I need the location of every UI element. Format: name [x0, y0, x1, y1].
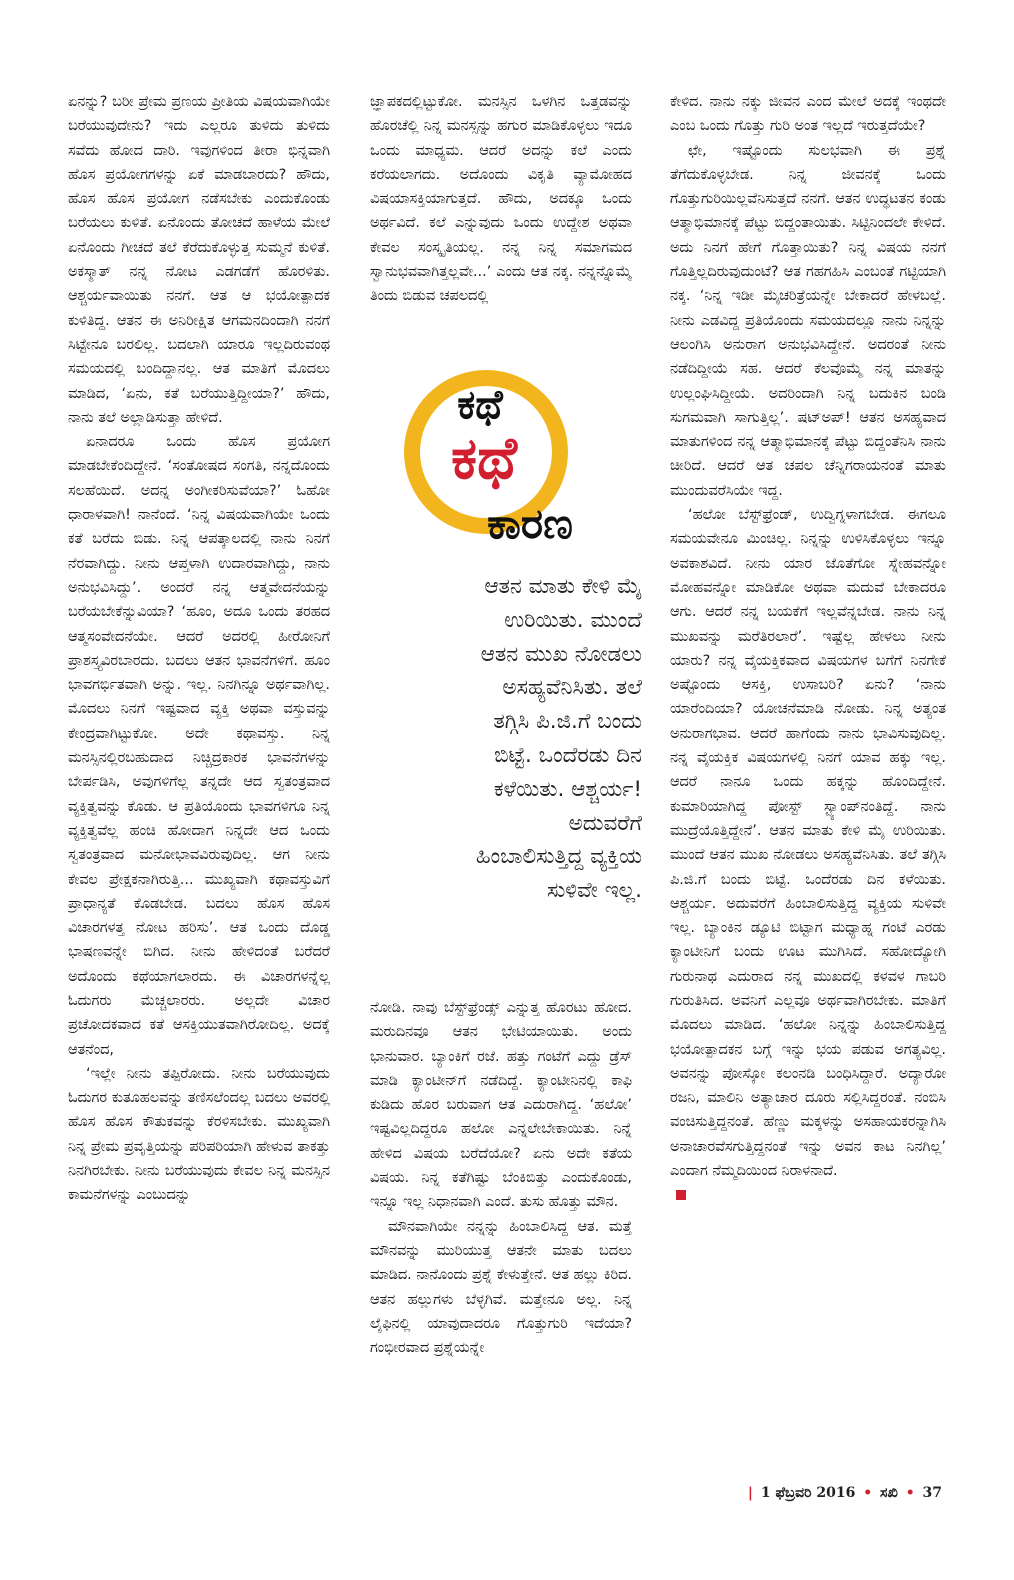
- pull-quote: [380, 570, 642, 908]
- article-column-2-bottom: [370, 996, 632, 1462]
- pull-quote-line: ಹಿಂಬಾಲಿಸುತ್ತಿದ್ದ ವ್ಯಕ್ತಿಯ: [475, 844, 642, 870]
- paragraph: ಮೌನವಾಗಿಯೇ ನನ್ನನ್ನು ಹಿಂಬಾಲಿಸಿದ್ದ ಆತ. ಮತ್ತೆ ಮೌನವನ್ನು ಮುರಿಯುತ್ತ ಆತನೇ ಮಾತು ಬದಲು ಮಾಡಿದ. ನಾನೊಂದು ಪ್ರಶ್ನೆ ಕೇಳುತ್ತೇನೆ. ಆತ ಹಲ್ಲು ಕಿರಿದ. ಆತನ ಹಲ್ಲುಗಳು ಬೆಳ್ಳಗಿವೆ. ಮತ್ತೇನೂ ಅಲ್ಲ. ನಿನ್ನ ಲೈಫಿನಲ್ಲಿ ಯಾವುದಾದರೂ ಗೊತ್ತುಗುರಿ ಇದೆಯಾ? ಗಂಭೀರವಾದ ಪ್ರಶ್ನೆಯನ್ನೇ: [370, 1218, 632, 1357]
- paragraph: ‘ಇಲ್ಲೇ ನೀನು ತಪ್ಪಿರೋದು. ನೀನು ಬರೆಯುವುದು ಓದುಗರ ಕುತೂಹಲವನ್ನು ತಣಿಸಲೆಂದಲ್ಲ ಬದಲು ಅವರಲ್ಲಿ ಹೊಸ ಹೊಸ ಕೌತುಕವನ್ನು ಕೆರಳಿಸಬೇಕು. ಮುಖ್ಯವಾಗಿ ನಿನ್ನ ಪ್ರೇಮ ಪ್ರವೃತ್ತಿಯನ್ನು ಪರಿಪರಿಯಾಗಿ ಹೇಳುವ ತಾಕತ್ತು ನಿನಗಿರಬೇಕು. ನೀನು ಬರೆಯುವುದು ಕೇವಲ ನಿನ್ನ ಮನಸ್ಸಿನ ಕಾಮನೆಗಳನ್ನು ಎಂಬುದನ್ನು: [68, 1065, 330, 1204]
- paragraph: ನೋಡಿ. ನಾವು ಬೆಸ್ಟ್‌ಫ್ರೆಂಡ್ಸ್ ಎನ್ನುತ್ತ ಹೊರಟು ಹೋದ. ಮರುದಿನವೂ ಆತನ ಭೇಟಿಯಾಯಿತು. ಅಂದು ಭಾನುವಾರ. ಬ್ಯಾಂಕಿಗೆ ರಜೆ. ಹತ್ತು ಗಂಟೆಗೆ ಎದ್ದು ಡ್ರೆಸ್ ಮಾಡಿ ಕ್ಯಾಂಟೀನ್‌ಗೆ ನಡೆದಿದ್ದೆ. ಕ್ಯಾಂಟೀನಿನಲ್ಲಿ ಕಾಫಿ ಕುಡಿದು ಹೊರ ಬರುವಾಗ ಆತ ಎದುರಾಗಿದ್ದ. ‘ಹಲೋ’ ಇಷ್ಟವಿಲ್ಲದಿದ್ದರೂ ಹಲೋ ಎನ್ನಲೇಬೇಕಾಯಿತು. ನಿನ್ನೆ ಹೇಳಿದ ವಿಷಯ ಬರೆದೆಯೋ? ಏನು ಅದೇ ಕತೆಯ ವಿಷಯ. ನಿನ್ನ ಕತೆಗಿಷ್ಟು ಬೆಂಕಿಬಿತ್ತು ಎಂದುಕೊಂಡು, ಇನ್ನೂ ಇಲ್ಲ ನಿಧಾನವಾಗಿ ಎಂದೆ. ತುಸು ಹೊತ್ತು ಮೌನ.: [370, 1000, 632, 1211]
- story-title-logo: [400, 360, 615, 560]
- page-number: 37: [922, 1485, 942, 1501]
- pull-quote-line: ಉರಿಯಿತು. ಮುಂದೆ: [504, 607, 642, 633]
- issue-date: 1 ಫೆಬ್ರವರಿ 2016: [760, 1485, 856, 1501]
- pull-quote-line: ಬಿಟ್ಟೆ. ಒಂದೆರಡು ದಿನ: [494, 742, 642, 768]
- logo-title-line-3: ಕಾರಣ: [487, 499, 573, 548]
- footer-separator: •: [905, 1485, 915, 1501]
- end-of-story-mark: [676, 1190, 686, 1200]
- article-column-3: [670, 90, 946, 1460]
- paragraph: ಜ್ಞಾಪಕದಲ್ಲಿಟ್ಟುಕೋ. ಮನಸ್ಸಿನ ಒಳಗಿನ ಒತ್ತಡವನ್ನು ಹೊರಚೆಲ್ಲಿ ನಿನ್ನ ಮನಸ್ಸನ್ನು ಹಗುರ ಮಾಡಿಕೊಳ್ಳಲು ಇದೂ ಒಂದು ಮಾಧ್ಯಮ. ಆದರೆ ಅದನ್ನು ಕಲೆ ಎಂದು ಕರೆಯಲಾಗದು. ಅದೊಂದು ವಿಕೃತಿ ವ್ಯಾಮೋಹದ ವಿಷಯಾಸಕ್ತಿಯಾಗುತ್ತದೆ. ಹೌದು, ಅದಕ್ಕೂ ಒಂದು ಅರ್ಥವಿದೆ. ಕಲೆ ಎನ್ನುವುದು ಒಂದು ಉದ್ದೇಶ ಅಥವಾ ಕೇವಲ ಸಂಸ್ಕೃತಿಯಲ್ಲ. ನನ್ನ ನಿನ್ನ ಸಮಾಗಮದ ಸ್ವಾನುಭವವಾಗಿತ್ತಲ್ಲವೇ...’ ಎಂದು ಆತ ನಕ್ಕ. ನನ್ನನ್ನೊಮ್ಮೆ ತಿಂದು ಬಿಡುವ ಚಪಲದಲ್ಲಿ: [370, 94, 632, 305]
- paragraph: ಕೇಳಿದ. ನಾನು ನಕ್ಕು ಜೀವನ ಎಂದ ಮೇಲೆ ಅದಕ್ಕೆ ಇಂಥದೇ ಎಂಬ ಒಂದು ಗೊತ್ತು ಗುರಿ ಅಂತ ಇಲ್ಲದೆ ಇರುತ್ತದೆಯೇ?: [670, 94, 946, 135]
- paragraph: ಛೇ, ಇಷ್ಟೊಂದು ಸುಲಭವಾಗಿ ಈ ಪ್ರಶ್ನೆ ತೆಗೆದುಕೊಳ್ಳಬೇಡ. ನಿನ್ನ ಜೀವನಕ್ಕೆ ಒಂದು ಗೊತ್ತುಗುರಿಯಿಲ್ಲವೆನಿಸುತ್ತದೆ ನನಗೆ. ಆತನ ಉದ್ಧಟತನ ಕಂಡು ಆತ್ಮಾಭಿಮಾನಕ್ಕೆ ಪೆಟ್ಟು ಬಿದ್ದಂತಾಯಿತು. ಸಿಟ್ಟಿನಿಂದಲೇ ಕೇಳಿದೆ. ಅದು ನಿನಗೆ ಹೇಗೆ ಗೊತ್ತಾಯಿತು? ನಿನ್ನ ವಿಷಯ ನನಗೆ ಗೊತ್ತಿಲ್ಲದಿರುವುದುಂಟೆ? ಆತ ಗಹಗಹಿಸಿ ಎಂಬಂತೆ ಗಟ್ಟಿಯಾಗಿ ನಕ್ಕ. ‘ನಿನ್ನ ಇಡೀ ಮೈಚರಿತ್ರೆಯನ್ನೇ ಬೇಕಾದರೆ ಹೇಳಬಲ್ಲೆ. ನೀನು ಎಡವಿದ್ದ ಪ್ರತಿಯೊಂದು ಸಮಯದಲ್ಲೂ ನಾನು ನಿನ್ನನ್ನು ಆಲಂಗಿಸಿ ಅನುರಾಗ ಅನುಭವಿಸಿದ್ದೇನೆ. ಅದರಂತೆ ನೀನು ನಡೆದಿದ್ದೀಯೆ ಸಹ. ಆದರೆ ಕೆಲವೊಮ್ಮೆ ನನ್ನ ಮಾತನ್ನು ಉಲ್ಲಂಘಿಸಿದ್ದೀಯೆ. ಅದರಿಂದಾಗಿ ನಿನ್ನ ಬದುಕಿನ ಬಂಡಿ ಸುಗಮವಾಗಿ ಸಾಗುತ್ತಿಲ್ಲ’. ಷಟ್‌ಅಪ್! ಆತನ ಅಸಹ್ಯವಾದ ಮಾತುಗಳಿಂದ ನನ್ನ ಆತ್ಮಾಭಿಮಾನಕ್ಕೆ ಪೆಟ್ಟು ಬಿದ್ದಂತೆನಿಸಿ ನಾನು ಚೀರಿದೆ. ಆದರೆ ಆತ ಚಪಲ ಚೆನ್ನಿಗರಾಯನಂತೆ ಮಾತು ಮುಂದುವರೆಸಿಯೇ ಇದ್ದ.: [670, 142, 946, 499]
- footer-separator: |: [747, 1485, 753, 1501]
- paragraph: ಏನನ್ನು? ಬರೀ ಪ್ರೇಮ ಪ್ರಣಯ ಪ್ರೀತಿಯ ವಿಷಯವಾಗಿಯೇ ಬರೆಯುವುದೇನು? ಇದು ಎಲ್ಲರೂ ತುಳಿದು ತುಳಿದು ಸವೆದು ಹೋದ ದಾರಿ. ಇವುಗಳಿಂದ ತೀರಾ ಭಿನ್ನವಾಗಿ ಹೊಸ ಪ್ರಯೋಗಗಳನ್ನು ಏಕೆ ಮಾಡಬಾರದು? ಹೌದು, ಹೊಸ ಹೊಸ ಪ್ರಯೋಗ ನಡೆಸಬೇಕು ಎಂದುಕೊಂಡು ಬರೆಯಲು ಕುಳಿತೆ. ಏನೊಂದು ತೋಚದೆ ಹಾಳೆಯ ಮೇಲೆ ಏನೊಂದು ಗೀಚದೆ ತಲೆ ಕೆರೆದುಕೊಳ್ಳುತ್ತ ಸುಮ್ಮನೆ ಕುಳಿತೆ. ಅಕಸ್ಮಾತ್ ನನ್ನ ನೋಟ ಎಡಗಡೆಗೆ ಹೊರಳಿತು. ಆಶ್ಚರ್ಯವಾಯಿತು ನನಗೆ. ಆತ ಆ ಭಯೋತ್ಪಾದಕ ಕುಳಿತಿದ್ದ. ಆತನ ಈ ಅನಿರೀಕ್ಷಿತ ಆಗಮನದಿಂದಾಗಿ ನನಗೆ ಸಿಟ್ಟೇನೂ ಬರಲಿಲ್ಲ. ಬದಲಾಗಿ ಯಾರೂ ಇಲ್ಲದಿರುವಂಥ ಸಮಯದಲ್ಲಿ ಬಂದಿದ್ದಾನಲ್ಲ. ಆತ ಮಾತಿಗೆ ಮೊದಲು ಮಾಡಿದ, ‘ಏನು, ಕತೆ ಬರೆಯುತ್ತಿದ್ದೀಯಾ?’ ಹೌದು, ನಾನು ತಲೆ ಅಲ್ಲಾಡಿಸುತ್ತಾ ಹೇಳಿದೆ.: [68, 94, 330, 426]
- logo-title-line-1: ಕಥೆ: [457, 382, 503, 428]
- logo-title-line-2: ಕಥೆ: [451, 424, 517, 492]
- pull-quote-line: ಕಳೆಯಿತು. ಆಶ್ಚರ್ಯ!: [493, 776, 642, 802]
- pull-quote-line: ಆತನ ಮುಖ ನೋಡಲು: [480, 641, 642, 667]
- pull-quote-line: ಸುಳಿವೇ ಇಲ್ಲ.: [547, 878, 642, 904]
- paragraph: ‘ಹಲೋ ಬೆಸ್ಟ್‌ಫ್ರೆಂಡ್, ಉದ್ವಿಗ್ನಳಾಗಬೇಡ. ಈಗಲೂ ಸಮಯವೇನೂ ಮಿಂಚಿಲ್ಲ. ನಿನ್ನನ್ನು ಉಳಿಸಿಕೊಳ್ಳಲು ಇನ್ನೂ ಅವಕಾಶವಿದೆ. ನೀನು ಯಾರ ಜೊತೆಗೋ ಸ್ನೇಹವನ್ನೋ ಮೋಹವನ್ನೋ ಮಾಡಿಕೋ ಅಥವಾ ಮದುವೆ ಬೇಕಾದರೂ ಆಗು. ಆದರೆ ನನ್ನ ಬಯಕೆಗೆ ಇಲ್ಲವೆನ್ನಬೇಡ. ನಾನು ನಿನ್ನ ಮುಖವನ್ನು ಮರೆತಿರಲಾರೆ’. ಇಷ್ಟೆಲ್ಲ ಹೇಳಲು ನೀನು ಯಾರು? ನನ್ನ ವೈಯಕ್ತಿಕವಾದ ವಿಷಯಗಳ ಬಗೆಗೆ ನಿನಗೇಕೆ ಅಷ್ಟೊಂದು ಆಸಕ್ತಿ, ಉಸಾಬರಿ? ಏನು? ‘ನಾನು ಯಾರೆಂದಿಯಾ? ಯೋಚನೆಮಾಡಿ ನೋಡು. ನಿನ್ನ ಅತ್ಯಂತ ಅನುರಾಗಭಾವ. ಆದರೆ ಹಾಗೆಂದು ನಾನು ಭಾವಿಸುವುದಿಲ್ಲ. ನನ್ನ ವೈಯಕ್ತಿಕ ವಿಷಯಗಳಲ್ಲಿ ನಿನಗೆ ಯಾವ ಹಕ್ಕು ಇಲ್ಲ. ಆದರೆ ನಾನೂ ಒಂದು ಹಕ್ಕನ್ನು ಹೊಂದಿದ್ದೇನೆ. ಕುಮಾರಿಯಾಗಿದ್ದ ಪೋಸ್ಟ್ ಸ್ಟ್ಯಾಂಪ್‌ನಂತಿದ್ದೆ. ನಾನು ಮುದ್ರೆಯೊತ್ತಿದ್ದೇನೆ’. ಆತನ ಮಾತು ಕೇಳಿ ಮೈ ಉರಿಯಿತು. ಮುಂದೆ ಆತನ ಮುಖ ನೋಡಲು ಅಸಹ್ಯವೆನಿಸಿತು. ತಲೆ ತಗ್ಗಿಸಿ ಪಿ.ಜಿ.ಗೆ ಬಂದು ಬಿಟ್ಟೆ. ಒಂದೆರಡು ದಿನ ಕಳೆಯಿತು. ಆಶ್ಚರ್ಯ. ಅದುವರೆಗೆ ಹಿಂಬಾಲಿಸುತ್ತಿದ್ದ ವ್ಯಕ್ತಿಯ ಸುಳಿವೇ ಇಲ್ಲ. ಬ್ಯಾಂಕಿನ ಡ್ಯೂಟಿ ಬಿಟ್ಟಾಗ ಮಧ್ಯಾಹ್ನ ಗಂಟೆ ಎರಡು ಕ್ಯಾಂಟೀನಿಗೆ ಬಂದು ಊಟ ಮುಗಿಸಿದೆ. ಸಹೋದ್ಯೋಗಿ ಗುರುನಾಥ ಎದುರಾದ ನನ್ನ ಮುಖದಲ್ಲಿ ಕಳವಳ ಗಾಬರಿ ಗುರುತಿಸಿದ. ಅವನಿಗೆ ಎಲ್ಲವೂ ಅರ್ಥವಾಗಿರಬೇಕು. ಮಾತಿಗೆ ಮೊದಲು ಮಾಡಿದ. ‘ಹಲೋ ನಿನ್ನನ್ನು ಹಿಂಬಾಲಿಸುತ್ತಿದ್ದ ಭಯೋತ್ಪಾದಕನ ಬಗ್ಗೆ ಇನ್ನು ಭಯ ಪಡುವ ಅಗತ್ಯವಿಲ್ಲ. ಅವನನ್ನು ಪೋಸ್ಕೋ ಕಲಂನಡಿ ಬಂಧಿಸಿದ್ದಾರೆ. ಅದ್ಯಾರೋ ರಜನಿ, ಮಾಲಿನಿ ಅತ್ಯಾಚಾರ ದೂರು ಸಲ್ಲಿಸಿದ್ದರಂತೆ. ನಂಬಿಸಿ ವಂಚಿಸುತ್ತಿದ್ದನಂತೆ. ಹೆಣ್ಣು ಮಕ್ಕಳನ್ನು ಅಸಹಾಯಕರನ್ನಾಗಿಸಿ ಅನಾಚಾರವೆಸಗುತ್ತಿದ್ದನಂತೆ ಇನ್ನು ಅವನ ಕಾಟ ನಿನಗಿಲ್ಲ’ ಎಂದಾಗ ನೆಮ್ಮದಿಯಿಂದ ನಿರಾಳನಾದೆ.: [670, 507, 946, 1180]
- article-column-1: [68, 90, 330, 1460]
- logo-graphic: [400, 360, 615, 560]
- article-column-2-top: [370, 90, 632, 358]
- page-footer: [745, 1485, 942, 1501]
- paragraph: [670, 1183, 946, 1207]
- footer-separator: •: [863, 1485, 873, 1501]
- pull-quote-line: ಅದುವರೆಗೆ: [568, 810, 642, 836]
- magazine-name: ಸಖಿ: [880, 1485, 898, 1501]
- pull-quote-line: ತಗ್ಗಿಸಿ ಪಿ.ಜಿ.ಗೆ ಬಂದು: [493, 709, 642, 735]
- paragraph: ಏನಾದರೂ ಒಂದು ಹೊಸ ಪ್ರಯೋಗ ಮಾಡಬೇಕೆಂದಿದ್ದೇನೆ. ‘ಸಂತೋಷದ ಸಂಗತಿ, ನನ್ನದೊಂದು ಸಲಹೆಯಿದೆ. ಅದನ್ನ ಅಂಗೀಕರಿಸುವೆಯಾ?’ ಓಹೋ ಧಾರಾಳವಾಗಿ! ನಾನೆಂದೆ. ‘ನಿನ್ನ ವಿಷಯವಾಗಿಯೇ ಒಂದು ಕತೆ ಬರೆದು ಬಿಡು. ನಿನ್ನ ಆಪತ್ಕಾಲದಲ್ಲಿ ನಾನು ನಿನಗೆ ನೆರವಾಗಿದ್ದು. ನೀನು ಆಪ್ತಳಾಗಿ ಉದಾರವಾಗಿದ್ದು, ನಾನು ಅನುಭವಿಸಿದ್ದು’. ಅಂದರೆ ನನ್ನ ಆತ್ಮವೇದನೆಯನ್ನು ಬರೆಯಬೇಕೆನ್ನುವಿಯಾ? ‘ಹೂಂ, ಅದೂ ಒಂದು ತರಹದ ಆತ್ಮಸಂವೇದನೆಯೇ. ಆದರೆ ಅದರಲ್ಲಿ ಹೀರೋನಿಗೆ ಪ್ರಾಶಸ್ತ್ಯವಿರಬಾರದು. ಬದಲು ಆತನ ಭಾವನೆಗಳಿಗೆ. ಹೂಂ ಭಾವಗರ್ಭಿತವಾಗಿ ಅನ್ನು. ಇಲ್ಲ. ನಿನಗಿನ್ನೂ ಅರ್ಥವಾಗಿಲ್ಲ. ಮೊದಲು ನಿನಗೆ ಇಷ್ಟವಾದ ವ್ಯಕ್ತಿ ಅಥವಾ ವಸ್ತುವನ್ನು ಕೇಂದ್ರವಾಗಿಟ್ಟುಕೋ. ಅದೇ ಕಥಾವಸ್ತು. ನಿನ್ನ ಮನಸ್ಸಿನಲ್ಲಿರಬಹುದಾದ ನಿಚ್ಚಿದ್ರಕಾರಕ ಭಾವನೆಗಳನ್ನು ಬೇರ್ಪಡಿಸಿ, ಅವುಗಳಿಗೆಲ್ಲ ತನ್ನದೇ ಆದ ಸ್ವತಂತ್ರವಾದ ವ್ಯಕ್ತಿತ್ವವನ್ನು ಕೊಡು. ಆ ಪ್ರತಿಯೊಂದು ಭಾವಗಳಿಗೂ ನಿನ್ನ ವ್ಯಕ್ತಿತ್ವವೆಲ್ಲ ಹಂಚಿ ಹೋದಾಗ ನಿನ್ನದೇ ಆದ ಒಂದು ಸ್ವತಂತ್ರವಾದ ಮನೋಭಾವವಿರುವುದಿಲ್ಲ. ಆಗ ನೀನು ಕೇವಲ ಪ್ರೇಕ್ಷಕನಾಗಿರುತ್ತಿ... ಮುಖ್ಯವಾಗಿ ಕಥಾವಸ್ತುವಿಗೆ ಪ್ರಾಧಾನ್ಯತೆ ಕೊಡಬೇಡ. ಬದಲು ಹೊಸ ಹೊಸ ವಿಚಾರಗಳತ್ತ ನೋಟ ಹರಿಸು’. ಆತ ಒಂದು ದೊಡ್ಡ ಭಾಷಣವನ್ನೇ ಬಿಗಿದ. ನೀನು ಹೇಳಿದಂತೆ ಬರೆದರೆ ಅದೊಂದು ಕಥೆಯಾಗಲಾರದು. ಈ ವಿಚಾರಗಳನ್ನೆಲ್ಲ ಓದುಗರು ಮೆಚ್ಚಲಾರರು. ಅಲ್ಲದೇ ವಿಚಾರ ಪ್ರಚೋದಕವಾದ ಕತೆ ಆಸಕ್ತಿಯುತವಾಗಿರೋದಿಲ್ಲ. ಅದಕ್ಕೆ ಆತನೆಂದ,: [68, 434, 330, 1058]
- pull-quote-line: ಅಸಹ್ಯವೆನಿಸಿತು. ತಲೆ: [502, 675, 642, 701]
- pull-quote-line: ಆತನ ಮಾತು ಕೇಳಿ ಮೈ: [484, 574, 642, 599]
